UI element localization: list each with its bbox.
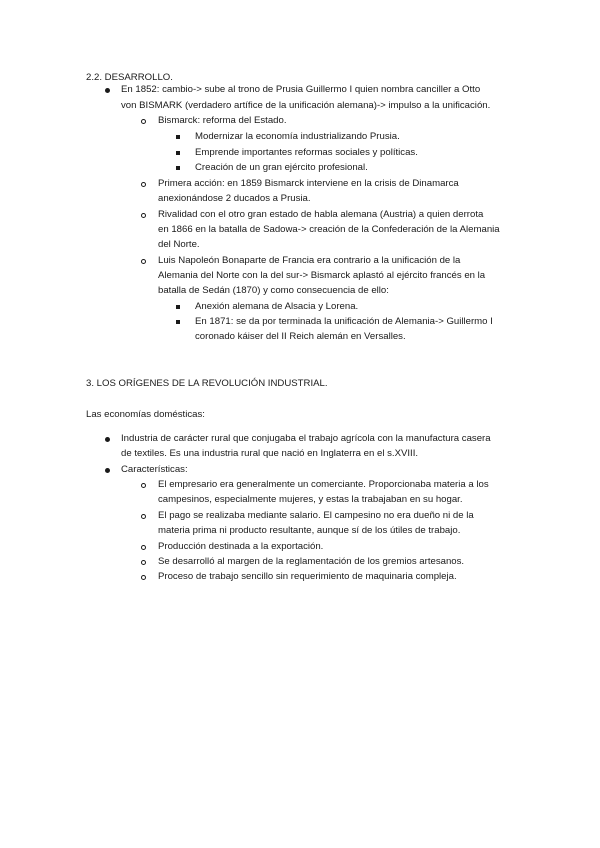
list-item-characteristic: Proceso de trabajo sencillo sin requerimiento de maquinaria compleja. (158, 571, 457, 582)
section-heading-origenes: 3. LOS ORÍGENES DE LA REVOLUCIÓN INDUSTRIAL. (86, 378, 328, 389)
list-item-luis: batalla de Sedán (1870) y como consecuencia de ello: (158, 285, 389, 296)
circle-bullet-icon (141, 545, 146, 550)
square-bullet-icon (176, 305, 180, 309)
list-item-accion: anexionándose 2 ducados a Prusia. (158, 193, 311, 204)
bullet-icon (105, 468, 110, 473)
list-item-consequence: En 1871: se da por terminada la unificación de Alemania-> Guillermo I (195, 316, 493, 327)
section-heading-desarrollo: 2.2. DESARROLLO. (86, 72, 173, 83)
circle-bullet-icon (141, 213, 146, 218)
list-item-bismarck: Bismarck: reforma del Estado. (158, 115, 287, 126)
circle-bullet-icon (141, 560, 146, 565)
list-item-characteristic: Se desarrolló al margen de la reglamentación de los gremios artesanos. (158, 556, 465, 567)
square-bullet-icon (176, 166, 180, 170)
list-item-caracteristicas: Características: (121, 464, 188, 475)
circle-bullet-icon (141, 259, 146, 264)
bullet-icon (105, 88, 110, 93)
circle-bullet-icon (141, 575, 146, 580)
list-item-rivalidad: en 1866 en la batalla de Sadowa-> creación de la Confederación de la Alemania (158, 224, 500, 235)
list-item-reform: Modernizar la economía industrializando Prusia. (195, 131, 400, 142)
square-bullet-icon (176, 151, 180, 155)
list-item-reform: Emprende importantes reformas sociales y políticas. (195, 147, 418, 158)
list-item-characteristic: El empresario era generalmente un comerciante. Proporcionaba materia a los (158, 479, 489, 490)
bullet-icon (105, 437, 110, 442)
list-item-accion: Primera acción: en 1859 Bismarck interviene en la crisis de Dinamarca (158, 178, 459, 189)
paragraph-line: Industria de carácter rural que conjugaba el trabajo agrícola con la manufactura casera (121, 433, 491, 444)
list-item-characteristic: Producción destinada a la exportación. (158, 541, 324, 552)
list-item-rivalidad: Rivalidad con el otro gran estado de habla alemana (Austria) a quien derrota (158, 209, 484, 220)
list-item-consequence: Anexión alemana de Alsacia y Lorena. (195, 301, 359, 312)
list-item-characteristic: materia prima ni producto resultante, aunque sí de los útiles de trabajo. (158, 525, 461, 536)
list-item-luis: Alemania del Norte con la del sur-> Bismarck aplastó al ejército francés en la (158, 270, 486, 281)
paragraph-line: En 1852: cambio-> sube al trono de Prusia Guillermo I quien nombra canciller a Otto (121, 84, 481, 95)
circle-bullet-icon (141, 514, 146, 519)
square-bullet-icon (176, 135, 180, 139)
list-item-characteristic: El pago se realizaba mediante salario. El campesino no era dueño ni de la (158, 510, 474, 521)
list-item-rivalidad: del Norte. (158, 239, 200, 250)
list-item-reform: Creación de un gran ejército profesional. (195, 162, 368, 173)
list-item-consequence: coronado káiser del II Reich alemán en Versalles. (195, 331, 406, 342)
paragraph-line: de textiles. Es una industria rural que nació en Inglaterra en el s.XVIII. (121, 448, 419, 459)
list-item-luis: Luis Napoleón Bonaparte de Francia era contrario a la unificación de la (158, 255, 461, 266)
intro-text: Las economías domésticas: (86, 409, 205, 420)
square-bullet-icon (176, 320, 180, 324)
list-item-characteristic: campesinos, especialmente mujeres, y estas la trabajaban en su hogar. (158, 494, 463, 505)
circle-bullet-icon (141, 119, 146, 124)
circle-bullet-icon (141, 483, 146, 488)
paragraph-line: von BISMARK (verdadero artífice de la unificación alemana)-> impulso a la unificación. (121, 100, 491, 111)
circle-bullet-icon (141, 182, 146, 187)
